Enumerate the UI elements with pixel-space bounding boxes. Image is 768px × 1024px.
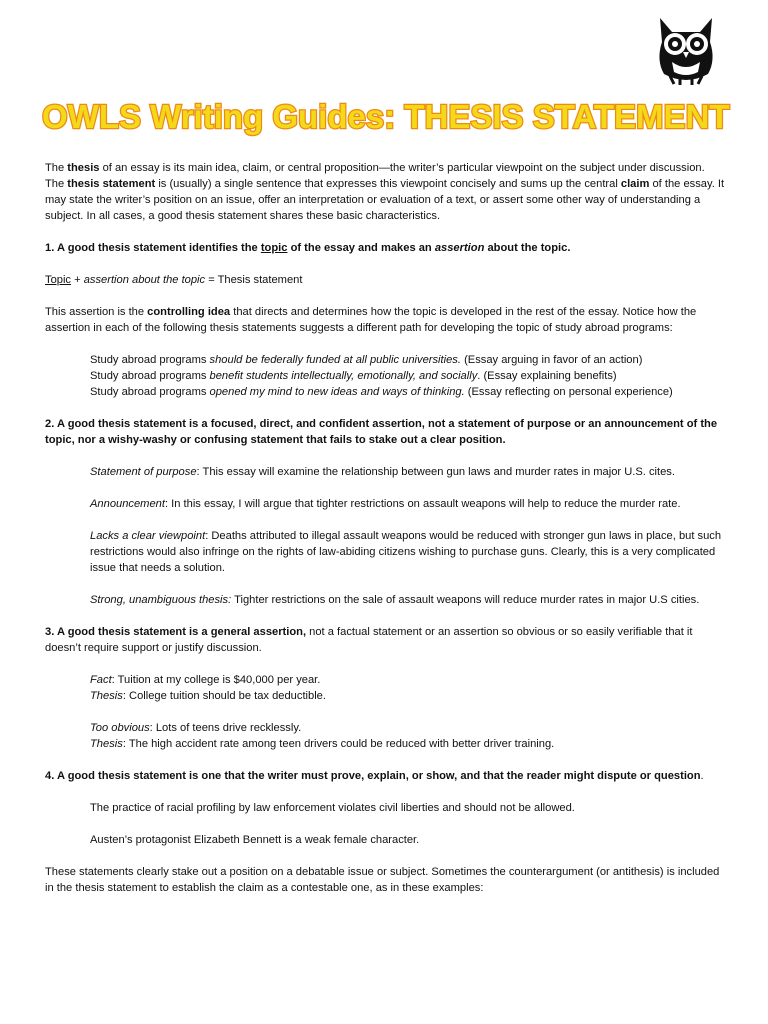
svg-text:OWLS Writing Guides: THESIS ST: OWLS Writing Guides: THESIS STATEMENT — [42, 98, 730, 135]
section-1-heading — [45, 240, 725, 256]
text-run: should be federally funded at all public universities. — [209, 354, 461, 366]
thesis-formula: Topic + assertion about the topic = Thesis statement — [45, 274, 303, 286]
closing-paragraph: These statements clearly stake out a position on a debatable issue or subject. Sometimes the counterargument (or antithesis) is included in the thesis statement to establish the claim as a contestable one, as in these examples: — [45, 866, 720, 894]
example-line: Thesis: College tuition should be tax deductible. — [90, 690, 326, 702]
text-run: 4. A good thesis statement is one that the writer must prove, explain, or show, and that the reader might dispute or question — [45, 770, 701, 782]
text-run: 3. A good thesis statement is a general assertion, — [45, 626, 307, 638]
text-run: assertion about the topic — [83, 274, 206, 286]
text-run: assertion — [434, 242, 485, 254]
intro-paragraph: The thesis of an essay is its main idea, claim, or central proposition—the writer’s particular viewpoint on the subject under discussion. The thesis statement is (usually) a single sentence that expresses this viewpoint concisely and sums up the central claim of the essay. It may state the writer’s position on an issue, offer an interpretation or evaluation of a text, or assert some other way of understanding a subject. In all cases, a good thesis statement shares these basic characteristics. — [45, 162, 725, 222]
text-run: thesis — [67, 162, 100, 174]
section-2-heading — [45, 416, 725, 448]
text-run: benefit students intellectually, emotionally, and socially — [209, 370, 478, 382]
example-paragraph: Statement of purpose: This essay will examine the relationship between gun laws and murder rates in major U.S. cites. — [90, 466, 675, 478]
text-run: 2. A good thesis statement is a focused, direct, and confident assertion, not a statement of purpose or an announcement of the topic, nor a wishy-washy or confusing statement that fails to stake out a clear position. — [45, 418, 718, 446]
example-line: Austen’s protagonist Elizabeth Bennett is a weak female character. — [90, 834, 420, 846]
example-line: Fact: Tuition at my college is $40,000 per year. — [90, 674, 321, 686]
text-run: controlling idea — [147, 306, 231, 318]
section-1-paragraph: This assertion is the controlling idea that directs and determines how the topic is developed in the rest of the essay. Notice how the assertion in each of the following thesis statements suggests a different path for developing the topic of study abroad programs: — [45, 306, 697, 334]
text-run: Lacks a clear viewpoint — [90, 530, 206, 542]
page-title — [40, 90, 740, 142]
example-line: Too obvious: Lots of teens drive recklessly. — [90, 722, 302, 734]
document-body — [45, 160, 725, 896]
text-run: Thesis — [90, 738, 123, 750]
text-run: Strong, unambiguous thesis: — [90, 594, 232, 606]
example-line: Study abroad programs should be federally funded at all public universities. (Essay arguing in favor of an action) — [90, 354, 643, 366]
example-line: Thesis: The high accident rate among teen drivers could be reduced with better driver training. — [90, 738, 555, 750]
text-run: Topic — [45, 274, 72, 286]
example-paragraph: Lacks a clear viewpoint: Deaths attributed to illegal assault weapons would be reduced with stronger gun laws in place, but such restrictions would also infringe on the rights of law-abiding citizens wishing to purchase guns. Clearly, this is a very complicated issue that needs a solution. — [90, 530, 722, 574]
text-run: about the topic. — [484, 242, 571, 254]
text-run: Thesis — [90, 690, 123, 702]
text-run: Too obvious — [90, 722, 150, 734]
example-paragraph: Announcement: In this essay, I will argue that tighter restrictions on assault weapons will help to reduce the murder rate. — [90, 498, 681, 510]
text-run: Fact — [90, 674, 112, 686]
text-run: of the essay and makes an — [287, 242, 435, 254]
text-run: Announcement — [90, 498, 165, 510]
example-line: Study abroad programs benefit students intellectually, emotionally, and socially. (Essay explaining benefits) — [90, 370, 617, 382]
example-paragraph: Strong, unambiguous thesis: Tighter restrictions on the sale of assault weapons will reduce murder rates in major U.S cities. — [90, 594, 700, 606]
section-4-heading: 4. A good thesis statement is one that the writer must prove, explain, or show, and that the reader might dispute or question. — [45, 770, 704, 782]
text-run: topic — [260, 242, 288, 254]
text-run: 1. A good thesis statement identifies the — [45, 242, 261, 254]
example-line: The practice of racial profiling by law enforcement violates civil liberties and should not be allowed. — [90, 802, 575, 814]
text-run: thesis statement — [67, 178, 156, 190]
text-run: claim — [620, 178, 650, 190]
owl-icon — [652, 12, 720, 86]
section-3-heading: 3. A good thesis statement is a general assertion, not a factual statement or an assertion so obvious or so easily verifiable that it doesn’t require support or justify discussion. — [45, 626, 693, 654]
text-run: Statement of purpose — [90, 466, 197, 478]
text-run: opened my mind to new ideas and ways of thinking. — [209, 386, 465, 398]
example-line: Study abroad programs opened my mind to new ideas and ways of thinking. (Essay reflecting on personal experience) — [90, 386, 673, 398]
